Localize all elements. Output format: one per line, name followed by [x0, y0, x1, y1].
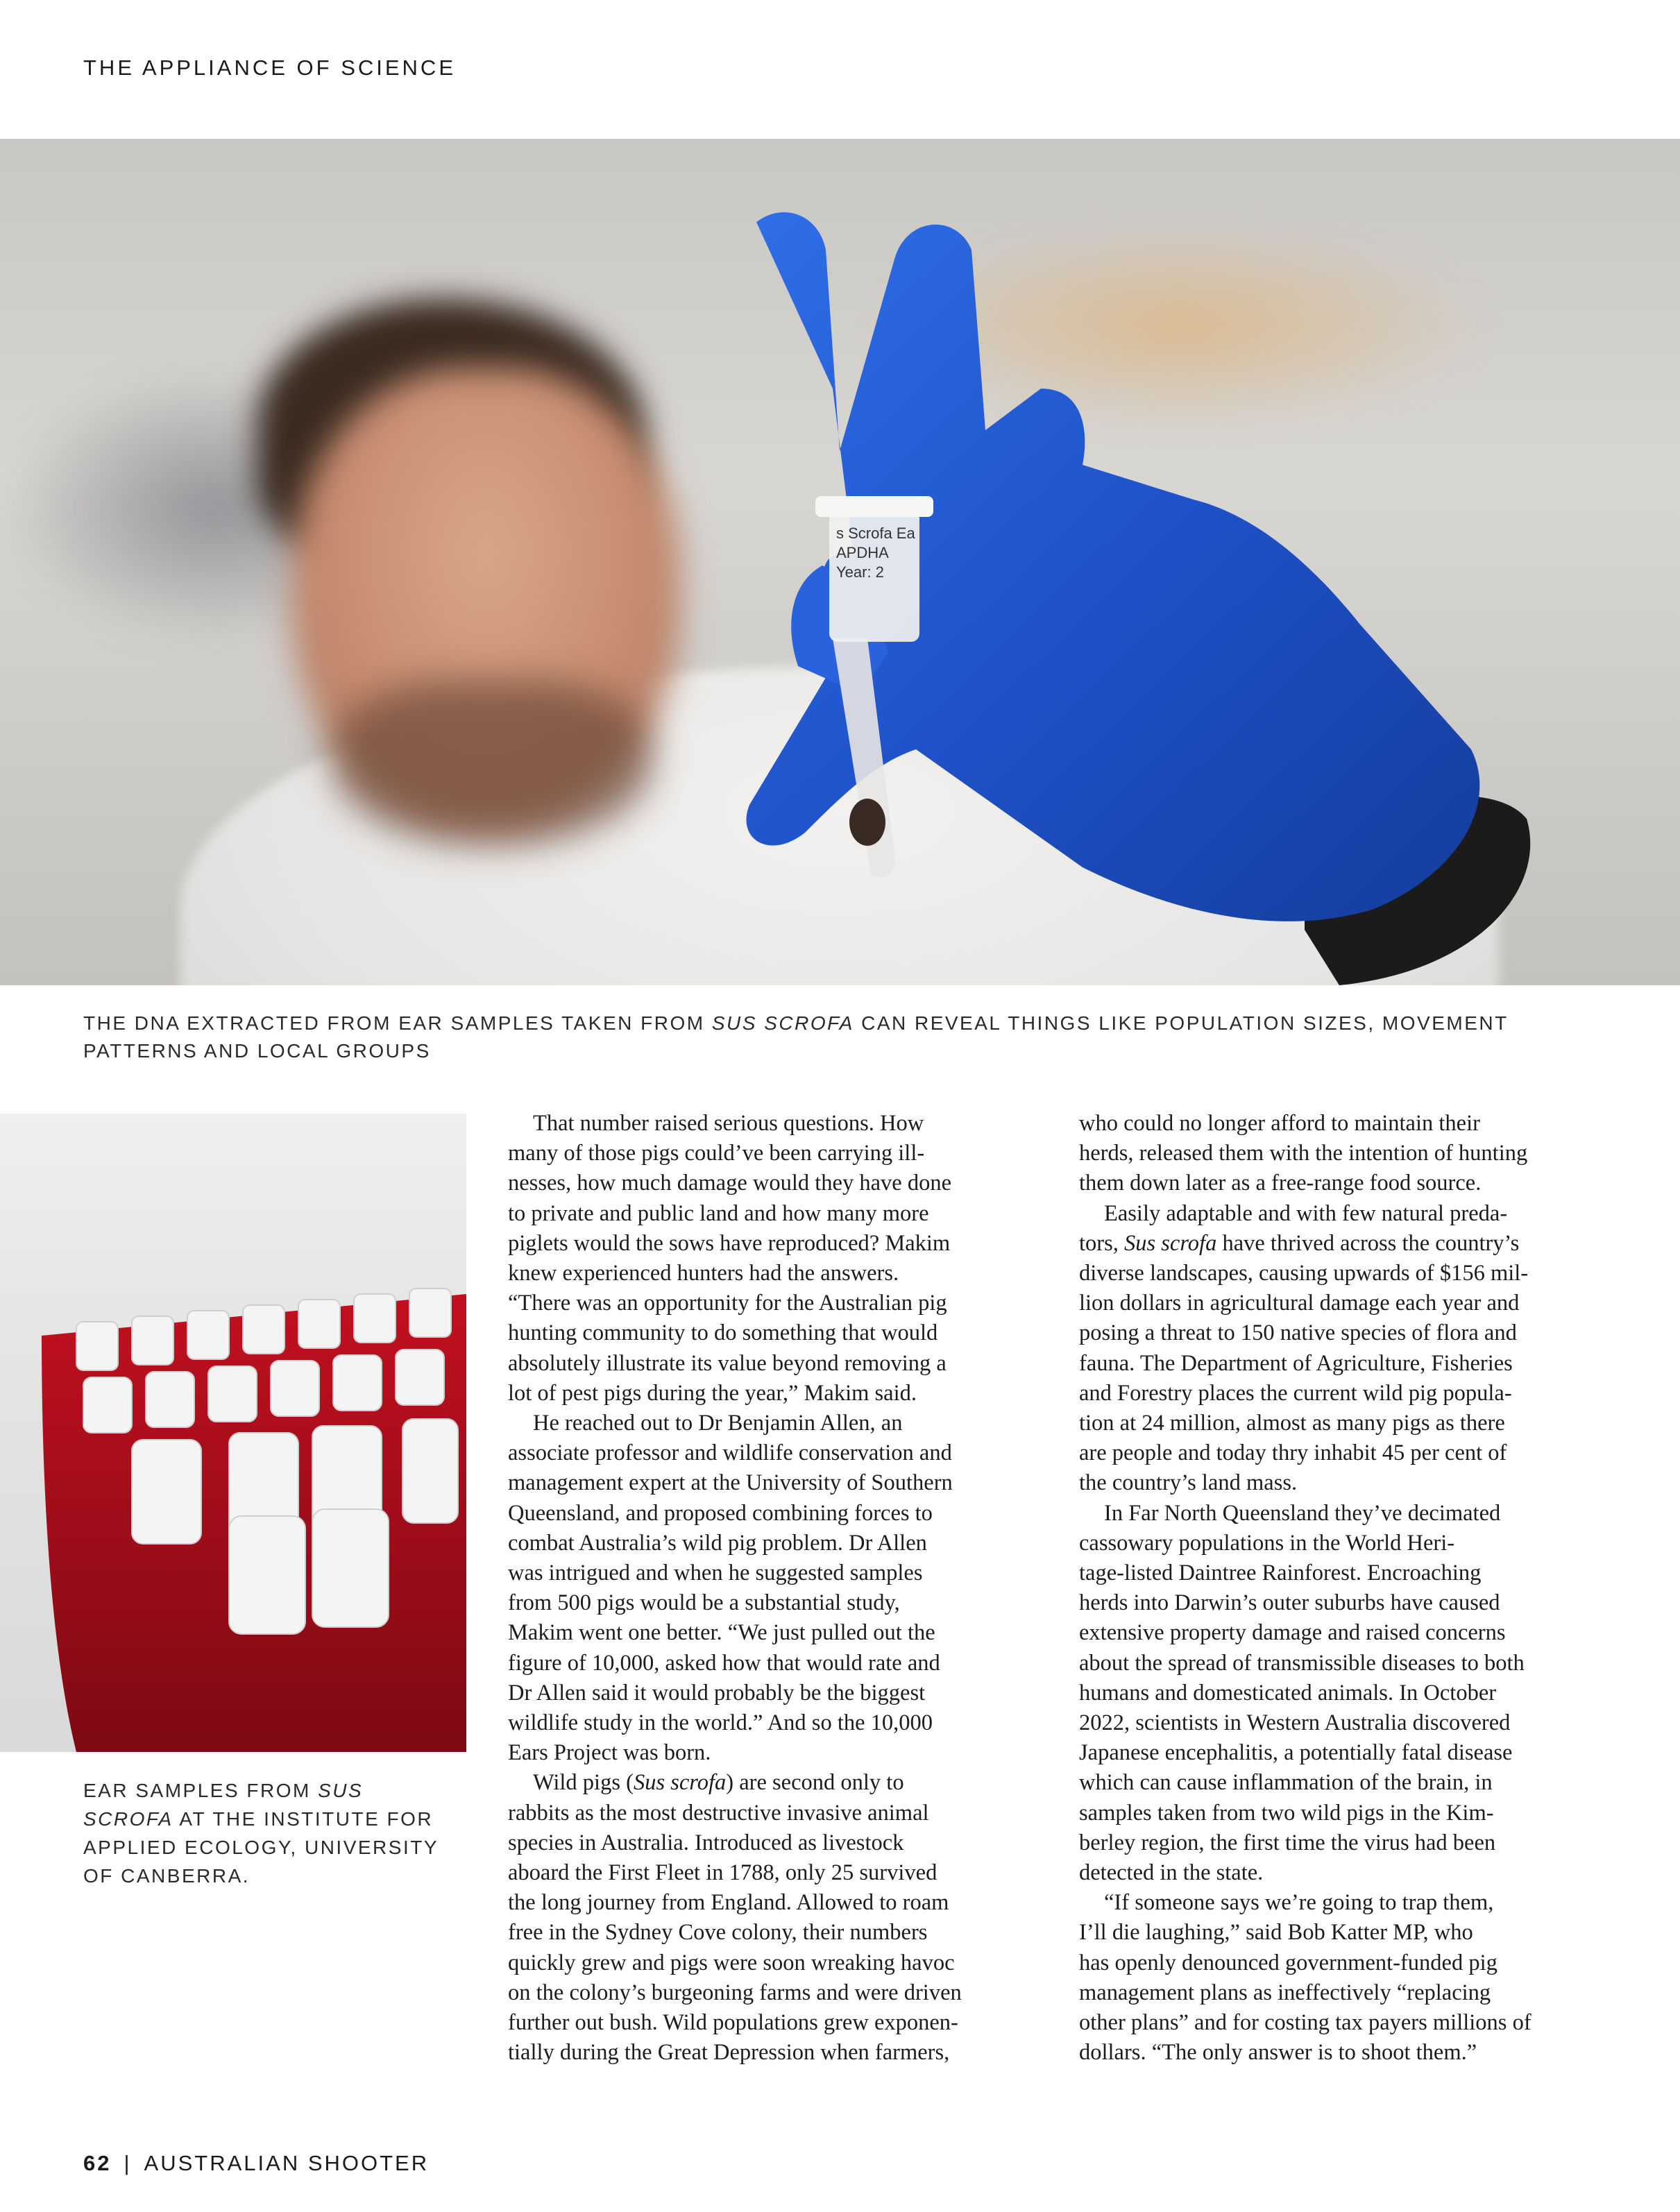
line-text: which can cause inflammation of the brain, in: [1079, 1770, 1493, 1796]
line-text: knew experienced hunters had the answers.: [508, 1261, 899, 1286]
line-text: lot of pest pigs during the year,” Makim said.: [508, 1380, 917, 1406]
line-text: aboard the First Fleet in 1788, only 25 survived: [508, 1860, 937, 1886]
article-line: [508, 2038, 1042, 2068]
article-line: [1079, 1229, 1627, 1259]
article-line: [1079, 1678, 1627, 1708]
article-line: [508, 1828, 1042, 1858]
article-line: [1079, 1918, 1627, 1948]
species-name: Sus scrofa: [1124, 1230, 1217, 1256]
line-text: herds into Darwin’s outer suburbs have caused: [1079, 1590, 1500, 1616]
article-line: [508, 1199, 1042, 1229]
line-text: diverse landscapes, causing upwards of $156 mil-: [1079, 1261, 1529, 1286]
caption-species: SUS SCROFA: [711, 1012, 854, 1034]
article-line: [1079, 1409, 1627, 1438]
article-line: [508, 1499, 1042, 1529]
line-text: tage-listed Daintree Rainforest. Encroaching: [1079, 1560, 1482, 1586]
article-line: [508, 1558, 1042, 1588]
line-text: hunting community to do something that would: [508, 1320, 938, 1346]
line-text: detected in the state.: [1079, 1860, 1264, 1886]
line-text: rabbits as the most destructive invasive animal: [508, 1800, 929, 1826]
tube-label-line: s Scrofa Ea: [836, 525, 915, 542]
line-text: combat Australia’s wild pig problem. Dr Allen: [508, 1530, 927, 1556]
article-line: [1079, 1468, 1627, 1498]
article-line: [1079, 1288, 1627, 1318]
article-line: [1079, 1768, 1627, 1798]
line-text: extensive property damage and raised concerns: [1079, 1620, 1506, 1646]
line-text: the long journey from England. Allowed to roam: [508, 1890, 949, 1916]
article-line: [1079, 1349, 1627, 1379]
line-text: lion dollars in agricultural damage each year and: [1079, 1291, 1520, 1316]
line-text: further out bush. Wild populations grew exponen-: [508, 2010, 958, 2036]
article-line: [1079, 1978, 1627, 2008]
line-text: herds, released them with the intention of hunting: [1079, 1141, 1528, 1166]
line-text: cassowary populations in the World Heri-: [1079, 1530, 1455, 1556]
tube-label: [836, 524, 919, 618]
article-column-2: [1079, 1109, 1627, 2068]
article-line: [1079, 1888, 1627, 1918]
line-text: Wild pigs (: [533, 1770, 634, 1796]
line-text: tors,: [1079, 1230, 1124, 1256]
line-text: berley region, the first time the virus had been: [1079, 1830, 1496, 1855]
line-text: quickly grew and pigs were soon wreaking havoc: [508, 1950, 955, 1975]
article-line: [508, 1379, 1042, 1409]
line-text: about the spread of transmissible diseases to both: [1079, 1650, 1525, 1676]
article-line: [1079, 1168, 1627, 1198]
line-text: I’ll die laughing,” said Bob Katter MP, who: [1079, 1920, 1473, 1946]
article-line: [508, 1858, 1042, 1888]
line-text: Dr Allen said it would probably be the biggest: [508, 1680, 926, 1705]
article-line: [508, 1588, 1042, 1618]
line-text: ) are second only to: [726, 1770, 904, 1796]
article-line: [508, 1798, 1042, 1828]
article-line: [508, 1139, 1042, 1168]
line-text: them down later as a free-range food source.: [1079, 1171, 1482, 1196]
article-line: [508, 1918, 1042, 1948]
article-line: [1079, 2008, 1627, 2038]
line-text: species in Australia. Introduced as livestock: [508, 1830, 904, 1855]
article-line: [1079, 1708, 1627, 1738]
page-footer: [83, 2151, 429, 2176]
article-line: [508, 1678, 1042, 1708]
article-line: [1079, 1618, 1627, 1648]
caption-text: THE DNA EXTRACTED FROM EAR SAMPLES TAKEN FROM: [83, 1012, 712, 1034]
line-text: wildlife study in the world.” And so the 10,000: [508, 1710, 933, 1736]
line-text: who could no longer afford to maintain their: [1079, 1111, 1480, 1136]
line-text: humans and domesticated animals. In October: [1079, 1680, 1497, 1705]
line-text: nesses, how much damage would they have done: [508, 1171, 952, 1196]
line-text: 2022, scientists in Western Australia discovered: [1079, 1710, 1511, 1736]
article-line: [508, 1649, 1042, 1678]
line-text: piglets would the sows have reproduced? Makim: [508, 1230, 951, 1256]
article-line: [1079, 1948, 1627, 1978]
hero-caption: [83, 1010, 1596, 1065]
article-line: [508, 1229, 1042, 1259]
article-line: [508, 1978, 1042, 2008]
species-name: Sus scrofa: [633, 1770, 727, 1796]
line-text: That number raised serious questions. How: [533, 1111, 924, 1136]
caption-species: SUS SCROFA: [83, 1780, 364, 1830]
footer-separator: |: [124, 2151, 132, 2175]
line-text: absolutely illustrate its value beyond removing a: [508, 1350, 947, 1376]
article-line: [508, 1409, 1042, 1438]
article-line: [1079, 1499, 1627, 1529]
line-text: management expert at the University of Southern: [508, 1470, 953, 1496]
line-text: tially during the Great Depression when farmers,: [508, 2040, 950, 2066]
tube-label-line: APDHA: [836, 544, 889, 561]
line-text: In Far North Queensland they’ve decimated: [1104, 1500, 1501, 1526]
line-text: and Forestry places the current wild pig popula-: [1079, 1380, 1512, 1406]
article-line: [1079, 1558, 1627, 1588]
article-line: [508, 1288, 1042, 1318]
sample-rack-illustration: [0, 1114, 466, 1752]
caption-text: AT THE INSTITUTE FOR APPLIED ECOLOGY, UNIVERSITY OF CANBERRA.: [83, 1808, 439, 1887]
line-text: fauna. The Department of Agriculture, Fisheries: [1079, 1350, 1513, 1376]
article-line: [508, 1168, 1042, 1198]
article-line: [1079, 1259, 1627, 1288]
article-line: [508, 1948, 1042, 1978]
line-text: to private and public land and how many more: [508, 1200, 929, 1226]
line-text: free in the Sydney Cove colony, their numbers: [508, 1920, 928, 1946]
caption-text: EAR SAMPLES FROM: [83, 1780, 319, 1801]
line-text: samples taken from two wild pigs in the Kim-: [1079, 1800, 1494, 1826]
line-text: on the colony’s burgeoning farms and were driven: [508, 1980, 962, 2005]
article-line: [1079, 1529, 1627, 1558]
tube-label-line: Year: 2: [836, 563, 884, 581]
article-line: [1079, 1649, 1627, 1678]
article-line: [508, 1468, 1042, 1498]
article-line: [508, 1618, 1042, 1648]
article-line: [1079, 1109, 1627, 1139]
article-line: [1079, 1379, 1627, 1409]
line-text: was intrigued and when he suggested samples: [508, 1560, 923, 1586]
line-text: He reached out to Dr Benjamin Allen, an: [533, 1411, 903, 1436]
article-column-1: [508, 1109, 1042, 2068]
section-header: THE APPLIANCE OF SCIENCE: [83, 56, 456, 80]
line-text: are people and today thry inhabit 45 per cent of: [1079, 1440, 1507, 1466]
line-text: the country’s land mass.: [1079, 1470, 1298, 1496]
line-text: associate professor and wildlife conservation and: [508, 1440, 952, 1466]
article-line: [508, 1349, 1042, 1379]
article-line: [508, 1888, 1042, 1918]
article-line: [508, 1318, 1042, 1348]
article-line: [1079, 1438, 1627, 1468]
line-text: posing a threat to 150 native species of flora and: [1079, 1320, 1517, 1346]
article-line: [1079, 1828, 1627, 1858]
side-caption: [83, 1776, 444, 1890]
article-line: [508, 1529, 1042, 1558]
line-text: many of those pigs could’ve been carrying ill-: [508, 1141, 925, 1166]
line-text: Queensland, and proposed combining forces to: [508, 1500, 933, 1526]
line-text: “There was an opportunity for the Australian pig: [508, 1291, 947, 1316]
article-line: [1079, 1588, 1627, 1618]
article-line: [508, 1259, 1042, 1288]
caption-text: CAN REVEAL THINGS LIKE POPULATION SIZES, MOVEMENT PATTERNS AND LOCAL GROUPS: [83, 1012, 1509, 1062]
article-line: [1079, 2038, 1627, 2068]
line-text: other plans” and for costing tax payers millions of: [1079, 2010, 1531, 2036]
article-line: [508, 2008, 1042, 2038]
line-text: tion at 24 million, almost as many pigs as there: [1079, 1411, 1505, 1436]
line-text: dollars. “The only answer is to shoot them.”: [1079, 2040, 1477, 2066]
article-line: [508, 1708, 1042, 1738]
line-text: Ears Project was born.: [508, 1740, 711, 1766]
article-line: [1079, 1738, 1627, 1768]
article-line: [1079, 1858, 1627, 1888]
article-line: [508, 1738, 1042, 1768]
line-text: figure of 10,000, asked how that would rate and: [508, 1650, 940, 1676]
line-text: “If someone says we’re going to trap them,: [1104, 1890, 1494, 1916]
publication-name: AUSTRALIAN SHOOTER: [144, 2151, 430, 2175]
article-line: [508, 1109, 1042, 1139]
line-text: Easily adaptable and with few natural preda-: [1104, 1200, 1508, 1226]
line-text: management plans as ineffectively “replacing: [1079, 1980, 1491, 2005]
article-line: [1079, 1798, 1627, 1828]
page-number: 62: [83, 2151, 112, 2175]
article-line: [1079, 1139, 1627, 1168]
article-line: [1079, 1199, 1627, 1229]
line-text: have thrived across the country’s: [1216, 1230, 1520, 1256]
article-line: [508, 1438, 1042, 1468]
article-line: [1079, 1318, 1627, 1348]
line-text: Makim went one better. “We just pulled out the: [508, 1620, 935, 1646]
hero-photo: [0, 139, 1680, 985]
ear-samples-photo: [0, 1114, 466, 1752]
line-text: Japanese encephalitis, a potentially fatal disease: [1079, 1740, 1513, 1766]
line-text: from 500 pigs would be a substantial study,: [508, 1590, 900, 1616]
line-text: has openly denounced government-funded pig: [1079, 1950, 1497, 1975]
article-line: [508, 1768, 1042, 1798]
